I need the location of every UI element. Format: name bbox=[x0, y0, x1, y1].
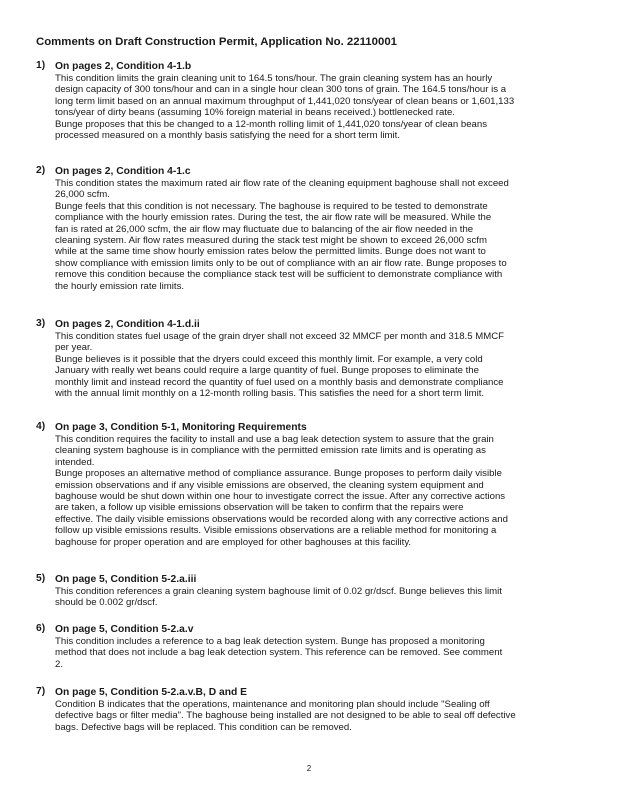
comment-line: fan is rated at 26,000 scfm, the air flow may fluctuate due to balancing of the air flow needed in the bbox=[55, 223, 474, 235]
comment-heading: On pages 2, Condition 4-1.b bbox=[55, 61, 192, 72]
comment-line: 2. bbox=[55, 658, 64, 670]
comment-line: processed measured on a monthly basis satisfying the need for a short term limit. bbox=[55, 130, 401, 142]
comment-body bbox=[55, 73, 582, 141]
comment-line: defective bags or filter media". The baghouse being installed are not designed to be able to seal off defective bbox=[55, 710, 516, 722]
comment-line: long term limit based on an annual maximum throughput of 1,441,020 tons/year of clean beans or 1,601,133 bbox=[55, 95, 515, 107]
comment-line: 26,000 scfm. bbox=[55, 189, 110, 201]
comment-body bbox=[55, 434, 582, 548]
comment-item bbox=[36, 573, 582, 609]
comment-line: should be 0.002 gr/dscf. bbox=[55, 597, 158, 609]
comment-line: tons/year of dirty beans (assuming 10% foreign material in beans received.) bottlenecked rate. bbox=[55, 107, 455, 119]
comment-line: This condition states the maximum rated air flow rate of the cleaning equipment baghouse shall not exceed bbox=[55, 178, 509, 189]
comment-number: 2) bbox=[36, 165, 46, 176]
comment-line: compliance with the hourly emission rates. During the test, the air flow rate will be measured. While the bbox=[55, 212, 492, 224]
comment-line: cleaning system. Air flow rates measured during the stack test might be shown to exceed 26,000 scfm bbox=[55, 235, 487, 247]
comment-body bbox=[55, 636, 582, 670]
comment-heading: On page 3, Condition 5-1, Monitoring Requirements bbox=[55, 422, 307, 433]
comment-number: 1) bbox=[36, 60, 46, 71]
comment-line: This condition limits the grain cleaning unit to 164.5 tons/hour. The grain cleaning system has an hourly bbox=[55, 73, 493, 84]
comment-heading: On pages 2, Condition 4-1.d.ii bbox=[55, 319, 200, 330]
comment-line: Bunge believes is it possible that the dryers could exceed this monthly limit. For example, a very cold bbox=[55, 353, 483, 365]
comment-line: Condition B indicates that the operations, maintenance and monitoring plan should include "Sealing off bbox=[55, 699, 490, 710]
comment-line: This condition states fuel usage of the grain dryer shall not exceed 32 MMCF per month and 318.5 MMCF bbox=[55, 331, 504, 342]
comment-line: This condition references a grain cleaning system baghouse limit of 0.02 gr/dscf. Bunge believes this limit bbox=[55, 586, 502, 597]
comment-line: cleaning system baghouse is in compliance with the permitted emission rate limits and is operating as bbox=[55, 445, 486, 457]
comment-line: Bunge proposes that this be changed to a 12-month rolling limit of 1,441,020 tons/year of clean beans bbox=[55, 118, 487, 130]
comment-item bbox=[36, 686, 582, 733]
comment-line: method that does not include a bag leak detection system. This reference can be removed. See comment bbox=[55, 647, 503, 659]
comment-line: are taken, a follow up visible emissions observation will be taken to confirm that the repairs were bbox=[55, 502, 464, 514]
comment-line: the hourly emission rate limits. bbox=[55, 280, 185, 292]
comment-line: bags. Defective bags will be replaced. This condition can be removed. bbox=[55, 721, 352, 733]
comment-line: design capacity of 300 tons/hour and can in a single hour clean 300 tons of grain. The 164.5 tons/hour is a bbox=[55, 84, 507, 96]
comment-line: show compliance with emission limits only to be out of compliance with an air flow rate. Bunge proposes to bbox=[55, 257, 507, 269]
comment-item bbox=[36, 421, 582, 548]
comment-line: intended. bbox=[55, 456, 95, 468]
comment-line: This condition includes a reference to a bag leak detection system. Bunge has proposed a monitoring bbox=[55, 636, 485, 647]
comment-item bbox=[36, 165, 582, 292]
comment-body bbox=[55, 699, 582, 733]
comment-heading: On pages 2, Condition 4-1.c bbox=[55, 166, 191, 177]
comment-heading: On page 5, Condition 5-2.a.v bbox=[55, 624, 194, 635]
comment-number: 5) bbox=[36, 573, 46, 584]
document-title: Comments on Draft Construction Permit, Application No. 22110001 bbox=[36, 36, 397, 48]
comment-line: with the annual limit monthly on a 12-month rolling basis. This satisfies the need for a short term limit. bbox=[55, 388, 485, 400]
comment-body bbox=[55, 586, 582, 609]
comment-line: Bunge proposes an alternative method of compliance assurance. Bunge proposes to perform daily visible bbox=[55, 468, 502, 480]
comment-line: monthly limit and instead record the quantity of fuel used on a monthly basis and demonstrate compliance bbox=[55, 376, 504, 388]
comment-line: per year. bbox=[55, 342, 93, 354]
comment-body bbox=[55, 178, 582, 292]
comment-heading: On page 5, Condition 5-2.a.iii bbox=[55, 574, 197, 585]
comment-number: 6) bbox=[36, 623, 46, 634]
comment-line: follow up visible emissions results. Visible emissions observations are a reliable method for monitoring a bbox=[55, 525, 497, 537]
comment-line: baghouse for proper operation and are employed for other baghouses at this facility. bbox=[55, 536, 412, 548]
page-number: 2 bbox=[306, 764, 312, 773]
comment-item bbox=[36, 60, 582, 141]
comment-body bbox=[55, 331, 582, 399]
comment-line: remove this condition because the compliance stack test will be sufficient to demonstrate compliance with bbox=[55, 269, 503, 281]
comment-heading: On page 5, Condition 5-2.a.v.B, D and E bbox=[55, 687, 248, 698]
comment-item bbox=[36, 623, 582, 670]
comment-number: 7) bbox=[36, 686, 46, 697]
comment-line: Bunge feels that this condition is not necessary. The baghouse is required to be tested to demonstrate bbox=[55, 200, 488, 212]
comment-line: emission observations and if any visible emissions are observed, the cleaning system equipment and bbox=[55, 479, 484, 491]
comment-line: January with really wet beans could require a large quantity of fuel. Bunge proposes to eliminate the bbox=[55, 365, 479, 377]
comment-line: baghouse would be shut down within one hour to investigate correct the issue. After any corrective actions bbox=[55, 491, 506, 503]
comment-line: while at the same time show hourly emission rates below the permitted limits. Bunge does not want to bbox=[55, 246, 486, 258]
comment-item bbox=[36, 318, 582, 399]
comment-number: 4) bbox=[36, 421, 46, 432]
comment-line: This condition requires the facility to install and use a bag leak detection system to assure that the grain bbox=[55, 434, 494, 445]
comment-line: effective. The daily visible emissions observations would be recorded along with any corrective actions and bbox=[55, 513, 508, 525]
comment-number: 3) bbox=[36, 318, 46, 329]
